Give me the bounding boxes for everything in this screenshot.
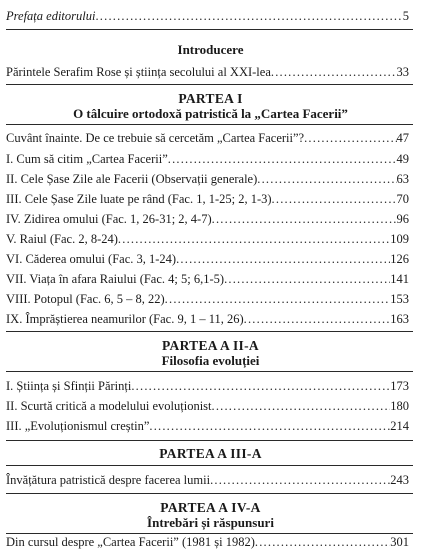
toc-entry-page: 243 [390, 473, 409, 487]
dot-leader [212, 398, 391, 414]
toc-entry-page: 163 [390, 312, 409, 326]
dot-leader [95, 8, 402, 24]
toc-entry [6, 251, 409, 267]
dot-leader [149, 418, 390, 434]
toc-entry [6, 191, 409, 207]
part-heading-4: PARTEA A IV-A [160, 500, 261, 515]
toc-entry-label: II. Scurtă critică a modelului evoluționist [6, 399, 212, 413]
section-divider [6, 493, 413, 494]
part-heading-2: PARTEA A II-A [162, 338, 259, 353]
toc-entry [6, 64, 409, 80]
toc-entry-page: 126 [390, 252, 409, 266]
toc-entry-label: Părintele Serafim Rose și știința secolului al XXI-lea [6, 65, 271, 79]
toc-entry [6, 398, 409, 414]
toc-entry [6, 211, 409, 227]
toc-entry-label: Prefața editorului [6, 9, 96, 23]
toc-entry-label: VII. Viața în afara Raiului (Fac. 4; 5; 6,1-5) [6, 272, 225, 286]
toc-entry-label: II. Cele Șase Zile ale Facerii (Observații generale) [6, 172, 258, 186]
toc-entry-page: 5 [402, 9, 409, 23]
dot-leader [165, 291, 391, 307]
section-divider [6, 331, 413, 332]
dot-leader [244, 311, 391, 327]
dot-leader [176, 251, 390, 267]
toc-entry [6, 171, 409, 187]
toc-entry-page: 33 [396, 65, 409, 79]
toc-entry-label: IV. Zidirea omului (Fac. 1, 26-31; 2, 4-7) [6, 212, 212, 226]
section-divider [6, 371, 413, 372]
toc-entry-label: VIII. Potopul (Fac. 6, 5 – 8, 22) [6, 292, 165, 306]
dot-leader [168, 151, 397, 167]
toc-entry-label: III. Cele Șase Zile luate pe rând (Fac. 1, 1-25; 2, 1-3) [6, 192, 272, 206]
toc-entry [6, 130, 409, 146]
toc-entry [6, 418, 409, 434]
toc-entry-page: 47 [396, 131, 409, 145]
toc-entry-page: 153 [390, 292, 409, 306]
section-heading-introduction: Introducere [177, 42, 244, 57]
toc-entry-page: 49 [396, 152, 409, 166]
toc-entry-page: 214 [390, 419, 409, 433]
toc-entry-page: 141 [390, 272, 409, 286]
toc-entry-page: 173 [390, 379, 409, 393]
toc-entry [6, 231, 409, 247]
toc-entry [6, 378, 409, 394]
dot-leader [271, 64, 397, 80]
section-divider [6, 84, 413, 85]
dot-leader [304, 130, 396, 146]
part-heading-3: PARTEA A III-A [159, 446, 262, 461]
toc-entry [6, 271, 409, 287]
toc-entry-label: Din cursul despre „Cartea Facerii” (1981 și 1982) [6, 535, 255, 549]
section-divider [6, 465, 413, 466]
toc-entry-label: VI. Căderea omului (Fac. 3, 1-24) [6, 252, 177, 266]
section-divider [6, 29, 413, 30]
toc-entry-label: Învățătura patristică despre facerea lumii [6, 473, 211, 487]
section-divider [6, 440, 413, 441]
toc-entry-preface [6, 8, 409, 24]
dot-leader [131, 378, 390, 394]
toc-entry-label: III. „Evoluționismul creștin” [6, 419, 150, 433]
toc-entry-page: 109 [390, 232, 409, 246]
part-subtitle-4: Întrebări și răspunsuri [147, 515, 274, 530]
dot-leader [272, 191, 397, 207]
toc-entry-label: I. Știința și Sfinții Părinți [6, 379, 132, 393]
part-heading-1: PARTEA I [178, 91, 243, 106]
toc-entry-label: IX. Împrăștierea neamurilor (Fac. 9, 1 – 11, 26) [6, 312, 244, 326]
toc-entry-label: I. Cum să citim „Cartea Facerii” [6, 152, 168, 166]
toc-entry-page: 96 [396, 212, 409, 226]
toc-entry-page: 63 [396, 172, 409, 186]
dot-leader [118, 231, 390, 247]
section-divider [6, 124, 413, 125]
dot-leader [224, 271, 390, 287]
toc-entry [6, 534, 409, 550]
dot-leader [210, 472, 390, 488]
dot-leader [212, 211, 397, 227]
part-subtitle-1: O tâlcuire ortodoxă patristică la „Cartea Facerii” [73, 106, 348, 121]
toc-entry-label: V. Raiul (Fac. 2, 8-24) [6, 232, 118, 246]
toc-entry [6, 311, 409, 327]
toc-entry-page: 301 [390, 535, 409, 549]
dot-leader [255, 534, 390, 550]
toc-entry [6, 472, 409, 488]
toc-entry-page: 70 [396, 192, 409, 206]
toc-entry-label: Cuvânt înainte. De ce trebuie să cercetăm „Cartea Facerii”? [6, 131, 305, 145]
dot-leader [257, 171, 396, 187]
toc-entry [6, 151, 409, 167]
toc-entry-page: 180 [390, 399, 409, 413]
toc-entry [6, 291, 409, 307]
part-subtitle-2: Filosofia evoluției [161, 353, 260, 368]
